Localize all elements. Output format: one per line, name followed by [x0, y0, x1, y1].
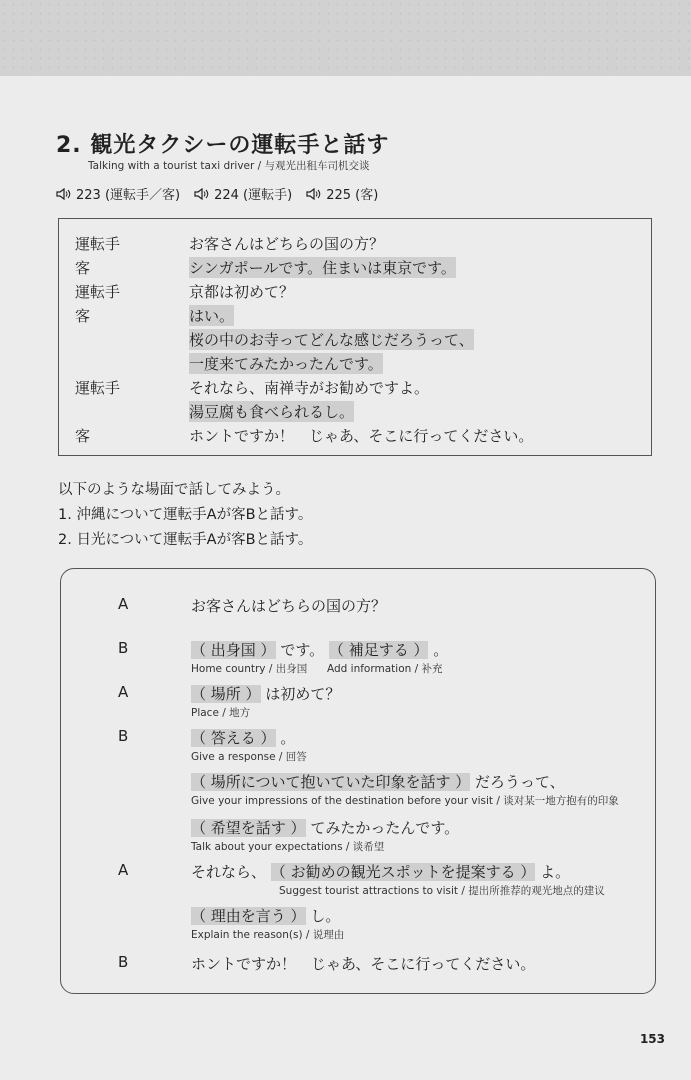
- practice-line: ホントですか！ じゃあ、そこに行ってください。: [191, 955, 536, 973]
- practice-speaker: B: [118, 953, 129, 971]
- slot-hint: Talk about your expectations / 谈希望: [191, 841, 385, 853]
- practice-speaker: A: [118, 595, 129, 613]
- practice-scenario-2: 2. 日光について運転手Aが客Bと話す。: [58, 532, 313, 548]
- dialog-speaker: 運転手: [75, 283, 121, 301]
- practice-text: です。: [280, 641, 325, 659]
- audio-track-224[interactable]: [194, 184, 292, 203]
- fill-in-slot[interactable]: （ 補足する ）: [328, 641, 429, 659]
- fill-in-slot[interactable]: （ 希望を話す ）: [191, 819, 306, 837]
- section-subtitle: Talking with a tourist taxi driver / 与观光出租车司机交谈: [88, 160, 370, 172]
- fill-in-slot[interactable]: （ 理由を言う ）: [191, 907, 306, 925]
- speaker-icon: [306, 188, 322, 200]
- practice-scenario-1: 1. 沖縄について運転手Aが客Bと話す。: [58, 507, 313, 523]
- practice-template-box: [60, 568, 656, 994]
- practice-line: [191, 771, 565, 792]
- section-heading: 観光タクシーの運転手と話す: [90, 133, 390, 158]
- practice-line: [191, 683, 340, 704]
- fill-in-slot[interactable]: （ 場所 ）: [191, 685, 261, 703]
- practice-text: 。: [280, 729, 296, 747]
- practice-text: だろうって、: [475, 773, 565, 791]
- practice-line: [191, 817, 459, 838]
- practice-instruction: 以下のような場面で話してみよう。: [58, 482, 290, 498]
- practice-text: し。: [310, 907, 341, 925]
- practice-speaker: A: [118, 683, 129, 701]
- fill-in-slot[interactable]: （ 答える ）: [191, 729, 276, 747]
- fill-in-slot[interactable]: （ お勧めの観光スポットを提案する ）: [270, 863, 536, 881]
- practice-speaker: B: [118, 639, 129, 657]
- section-title: [56, 128, 389, 159]
- dialog-line: ホントですか！ じゃあ、そこに行ってください。: [189, 427, 534, 445]
- practice-text: 。: [433, 641, 449, 659]
- slot-hint: Explain the reason(s) / 说理由: [191, 929, 345, 941]
- audio-track-223[interactable]: [56, 184, 180, 203]
- dialog-speaker: 運転手: [75, 379, 121, 397]
- practice-speaker: A: [118, 861, 129, 879]
- page-number: 153: [639, 1032, 665, 1046]
- audio-track-label: 223 (運転手／客): [76, 188, 181, 203]
- practice-text: それなら、: [191, 863, 267, 881]
- practice-speaker: B: [118, 727, 129, 745]
- audio-track-225[interactable]: [306, 184, 378, 203]
- dialog-line: お客さんはどちらの国の方？: [189, 235, 385, 253]
- practice-line: [191, 905, 340, 926]
- practice-line: [191, 639, 448, 660]
- slot-hint: Suggest tourist attractions to visit / 提出所推荐的观光地点的建议: [279, 885, 605, 897]
- dialog-line: それなら、南禅寺がお勧めですよ。: [189, 379, 430, 397]
- fill-in-slot[interactable]: （ 出身国 ）: [191, 641, 276, 659]
- audio-track-row: [56, 184, 378, 203]
- practice-text: てみたかったんです。: [310, 819, 460, 837]
- slot-hint: Home country / 出身国: [191, 663, 308, 675]
- audio-track-label: 224 (運転手): [214, 188, 293, 203]
- top-background-strip: [0, 0, 691, 76]
- dialog-line: 湯豆腐も食べられるし。: [189, 403, 355, 421]
- slot-hint: Give a response / 回答: [191, 751, 307, 763]
- dialog-line: 一度来てみたかったんです。: [189, 355, 383, 373]
- dialog-line: 京都は初めて？: [189, 283, 295, 301]
- dialog-speaker: 運転手: [75, 235, 121, 253]
- slot-hint: Place / 地方: [191, 707, 251, 719]
- textbook-page: [0, 76, 691, 1080]
- audio-track-label: 225 (客): [326, 188, 379, 203]
- section-number: 2.: [56, 133, 82, 158]
- speaker-icon: [56, 188, 72, 200]
- model-dialog-box: [58, 218, 652, 456]
- dialog-speaker: 客: [75, 427, 91, 445]
- speaker-icon: [194, 188, 210, 200]
- practice-text: よ。: [540, 863, 571, 881]
- slot-hint: Add information / 补充: [327, 663, 443, 675]
- dialog-line: はい。: [189, 307, 235, 325]
- dialog-line: 桜の中のお寺ってどんな感じだろうって、: [189, 331, 474, 349]
- dialog-speaker: 客: [75, 307, 91, 325]
- fill-in-slot[interactable]: （ 場所について抱いていた印象を話す ）: [191, 773, 471, 791]
- slot-hint: Give your impressions of the destination before your visit / 谈对某一地方抱有的印象: [191, 795, 619, 807]
- practice-text: は初めて？: [265, 685, 341, 703]
- dialog-line: シンガポールです。住まいは東京です。: [189, 259, 456, 277]
- practice-line: [191, 861, 570, 882]
- practice-line: [191, 727, 295, 748]
- dialog-speaker: 客: [75, 259, 91, 277]
- practice-line: お客さんはどちらの国の方？: [191, 597, 387, 615]
